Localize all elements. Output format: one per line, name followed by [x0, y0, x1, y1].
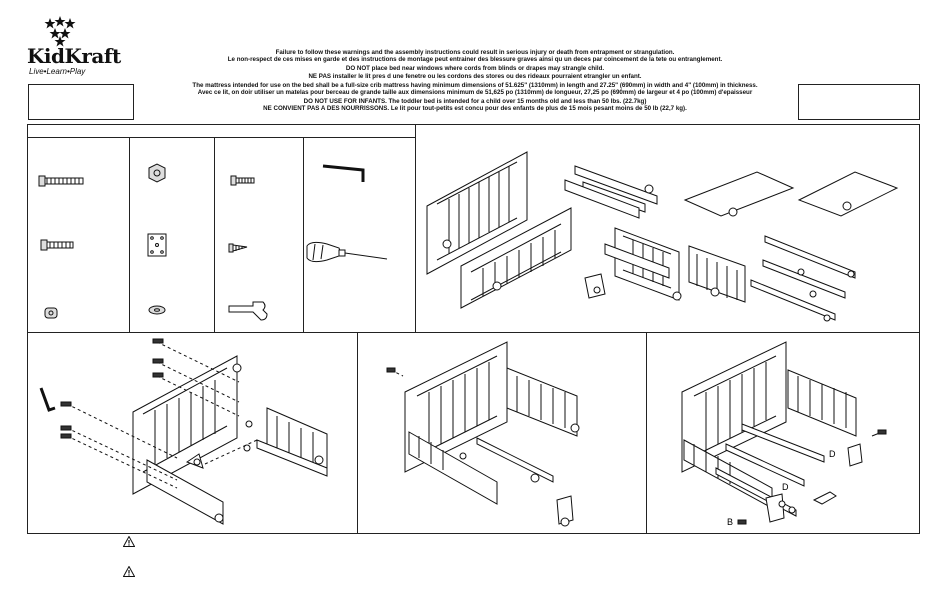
hex-nut-icon — [149, 164, 165, 182]
slat-parts — [751, 236, 855, 321]
hardware-drawings — [27, 124, 415, 332]
long-bolt-icon — [39, 176, 83, 186]
warning-triangle-icon — [123, 536, 135, 547]
side-rail-parts — [565, 166, 657, 218]
warning-line-7: DO NOT USE FOR INFANTS. The toddler bed is intended for a child over 15 months old and less than 50 lbs. (22.7kg) — [303, 98, 647, 106]
guard-rail-parts — [585, 228, 745, 302]
warning-line-1: Failure to follow these warnings and the assembly instructions could result in serious injury or death from entrapment or strangulation. — [275, 49, 675, 56]
washer-icon — [149, 306, 165, 314]
left-info-box — [28, 84, 134, 120]
step-3-drawing — [646, 332, 918, 532]
callout-b: B — [727, 517, 734, 527]
warning-line-3: DO NOT place bed near windows where cords from blinds or drapes may strangle child. — [345, 65, 605, 73]
wrench-icon — [229, 302, 267, 320]
medium-bolt-icon — [41, 240, 73, 250]
short-bolt-icon — [231, 176, 254, 185]
warning-line-2: Le non-respect de ces mises en garde et des instructions de montage peut entrainer des blessure graves ainsi qu un deces par coincement de la tete ou entranglement. — [227, 56, 723, 64]
brand-name: KidKraft — [27, 44, 121, 68]
warning-line-6: Avec ce lit, on doir utiliser un matelas pour berceau de grande taille aux dimensions minimum de 51,625 po (1310mm) de longueur, 27,25 po (690mm) de largeur et 4 po (100mm) d'epaisseur — [197, 89, 753, 97]
wood-screw-icon — [229, 244, 247, 252]
allen-key-icon — [41, 388, 55, 410]
warning-triangle-icon — [123, 566, 135, 577]
barrel-nut-icon — [45, 308, 57, 318]
step-2-drawing — [357, 332, 646, 532]
right-info-box — [798, 84, 920, 120]
metal-plate-icon — [148, 234, 166, 256]
brand-tagline: Live•Learn•Play — [29, 67, 86, 76]
mattress-board-parts — [685, 172, 897, 216]
callout-d-1: D — [829, 449, 836, 459]
callout-d-2: D — [782, 482, 789, 492]
warning-text-block — [140, 49, 810, 113]
warning-line-4: NE PAS installer le lit pres d une fenetre ou les cordons des stores ou des rideaux pourraient etrangler un enfant. — [308, 72, 642, 80]
screwdriver-icon — [307, 242, 387, 261]
warning-line-8: NE CONVIENT PAS A DES NOURRISSONS. Le lit pour tout-petits est concu pour des enfants de plus de 15 mois pesant moins de 50 lb (22,7 kg). — [263, 105, 687, 113]
warning-line-5: The mattress intended for use on the bed shall be a full-size crib mattress having minimum dimensions of 51.625" (1310mm) in length and 27.25" (690mm) in width and 4" (100mm) in thickness. — [192, 81, 758, 89]
step-1-drawing — [27, 332, 357, 532]
allen-key-icon — [323, 166, 363, 182]
parts-drawings — [415, 124, 918, 332]
